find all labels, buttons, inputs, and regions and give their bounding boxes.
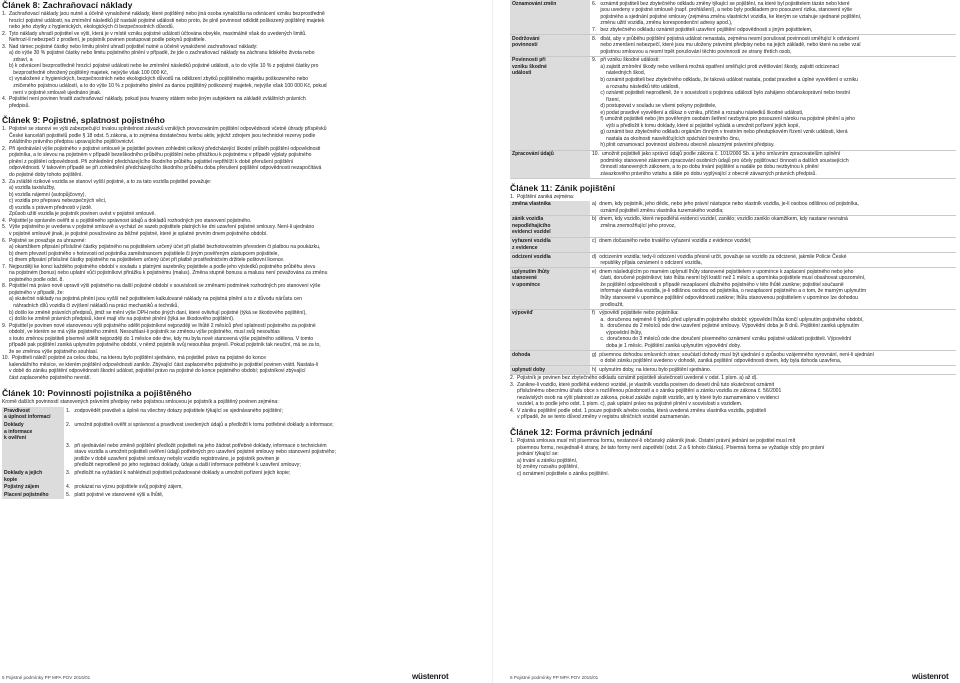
row-label: zánik vozidla nepodléhajícího evidenci vozidel xyxy=(510,215,590,237)
table-row xyxy=(510,309,956,350)
table-row xyxy=(510,237,956,252)
wustenrot-logo: wüstenrot xyxy=(912,672,949,681)
row-label: Pojistný zájem xyxy=(2,484,64,492)
table-row xyxy=(510,366,956,375)
article-11-intro: 1. Pojištění zaniká zejména: xyxy=(510,193,575,200)
article-8-text: 1. Zachraňovací náklady jsou nutně a účelně vynaložené náklady, které pojištěný nebo jiná osoba vynaložila na odvrácení vzniku bezprostředně hrozící pojistné události, na zmírnění následků již nastalé pojistné události nebo proto, že plnil povinnost odklidit poškozený pojištěný majetek nebo jeho zbytky z hygienických, ekologických či bezpečnostních důvodů. 2. Tyto náklady uhradí pojistitel ve výši, která je v místě vzniku pojistné události účtována obvykle, maximálně však do uvedených limitů. Nehrozí-li nebezpečí z prodlení, je pojistník povinen postupovat podle pokynů pojistitele. 3. Nad rámec pojistné částky nebo limitu plnění uhradí pojistitel nutné a účelně vynaložené zachraňovací náklady: a) do výše 30 % pojistné částky nebo limitu pojistného plnění v případě, že jde o zachraňovací náklady na záchranu lidského života nebo zdraví, a b) k odvrácení bezprostředně hrozící pojistné události nebo ke zmírnění následků pojistné události, a to do výše 10 % z pojistné částky pro bezprostředně ohrožený pojištěný majetek, nejvýše však 100 000 Kč, c) vynaložené z hygienických, bezpečnostních nebo ekologických důvodů na odklizení zbytků pojištěného majetku poškozeného nebo zničeného pojistnou událostí, a to do výše 10 % z pojistného plnění za danou pojištěný poškozený majetek, nejvýše však 100 000 Kč, pokud není v pojistné smlouvě ujednáno jinak. 4. Pojistitel není povinen hradit zachraňovací náklady, pokud jsou hrazeny státem nebo jiným subjektem na základě zvláštních právních předpisů. xyxy=(2,11,327,109)
row-label: Doklady a informace k ověření xyxy=(2,421,64,442)
row-text: f) výpovědí pojistitele nebo pojistníka: a. doručenou nejméně 6 týdnů před uplynutím pojistného období; výpovědní lhůta končí uplynutím pojistného období, b. doručenou do 2 měsíců ode dne uzavření pojistné smlouvy. Výpovědní doba je 8 dnů. Pojištění zaniká uplynutím výpovědní lhůty, c. doručenou do 3 měsíců ode dne doručení písemného oznámení vzniku pojistné události pojistiteli. Výpovědní doba je 1 měsíc. Pojištění zaniká uplynutím výpovědní doby. xyxy=(590,309,956,350)
duties-table xyxy=(2,407,476,499)
row-text: b) dnem, kdy vozidlo, které nepodléhá evidenci vozidel, zaniklo; vozidlo zaniklo okamžikem, kdy nastane nevratná změna znemožňující jeho provoz, xyxy=(590,215,956,237)
table-row xyxy=(510,0,956,34)
row-text: g) písemnou dohodou smluvních stran; součástí dohody musí být ujednání o způsobu vzájemného vyrovnání, není-li ujednání o době zániku pojištění uvedeno v dohodě, zaniká pojištění odpovědnosti dnem, kdy byla dohoda uzavřena, xyxy=(590,351,956,366)
row-text: 8. dbát, aby v průběhu pojištění pojistná událost nenastala, zejména nesmí porušovat povinnosti směřující k odvrácení nebo zmenšení nebezpečí, které jsou mu uloženy právními předpisy nebo na jejich základě, nebo které na sebe vzal pojistnou smlouvou a nesmí trpět porušování těchto povinností ze strany třetích osob, xyxy=(590,34,956,56)
row-text: d) odcizením vozidla; tedy-li odcizení vozidla přesné určit, považuje se vozidlo za odcizené, jakmile Policie České republiky přijala oznámení o odcizení vozidla, xyxy=(590,252,956,267)
row-label: Zpracování údajů xyxy=(510,150,590,178)
table-row xyxy=(510,34,956,56)
table-row xyxy=(2,470,476,484)
row-label: výpověď xyxy=(510,309,590,350)
row-label: vyřazení vozidla z evidence xyxy=(510,237,590,252)
heading-article-9: Článek 9: Pojistné, splatnost pojistného xyxy=(2,115,165,126)
heading-article-8: Článek 8: Zachraňovací náklady xyxy=(2,0,133,10)
heading-article-12: Článek 12: Forma právních jednání xyxy=(510,426,653,437)
wustenrot-logo: wüstenrot xyxy=(412,672,449,681)
row-label: Dodržování povinností xyxy=(510,34,590,56)
row-text: 6. oznámit pojistiteli bez zbytečného odkladu změny týkající se pojištění, na které byl pojistitelem tázán nebo které jsou uvedeny v pojistné smlouvě (např. prohlášení), a nebo byly podkladem pro posouzení rizika, stanovení výše pojistného a sjednání pojistné smlouvy (zejména změnu vlastnictví vozidla, ke kterým se vztahuje sjednané pojištění, změnu užití vozidla, změnu korespondenční adresy apod.), 7. bez zbytečného odkladu oznámit pojistiteli uzavření pojištění odpovědnosti s jiným pojistitelem, xyxy=(590,0,956,34)
row-label: dohoda xyxy=(510,351,590,366)
row-label: Doklady a jejich kopie xyxy=(2,470,64,484)
row-text: e) dnem následujícím po marném uplynutí lhůty stanovené pojistitelem v upomínce k zaplacení pojistného nebo jeho části, doručené pojistníkovi; tato lhůta nesmí být kratší než 1 měsíc a upomínka pojistitele musí obsahovat upozornění, že pojištění odpovědnosti v případě nezaplacení dlužného pojistného v této lhůtě zanikne; pojistitel současně informuje vlastníka vozidla, je-li odlišnou osobou od pojistníka, o nezaplacení pojistného a o tom, že marným uplynutím lhůty stanovené v upomínce pojištění odpovědnosti zanikne; lhůtu stanovenou pojistitelem v upomínce lze dohodou prodloužit, xyxy=(590,268,956,309)
table-row xyxy=(510,351,956,366)
row-label: Povinnosti při vzniku škodné události xyxy=(510,56,590,150)
left-page-footer: 5 Pojistné podmínky PP MPA POV 2015/01 xyxy=(2,675,91,680)
row-text: 10. umožnit pojistiteli jako správci údajů podle zákona č. 101/2000 Sb. a jeho smluvním zpracovatelům splnění podmínky stanovené zákonem zpracování osobních údajů pro účely pojišťovací činnosti a dalších souvisejících činností stanovených zákonem, a to po dobu trvání pojištění a nadále po dobu nezbytnou k plnění závazkového právního vztahu a dále po dobu vyplývající z obecně závazných právních předpisů. xyxy=(590,150,956,178)
row-label: Placení pojistného xyxy=(2,492,64,500)
heading-article-10: Článek 10: Povinnosti pojistníka a pojištěného xyxy=(2,387,192,398)
left-page xyxy=(2,0,476,499)
row-label: odcizení vozidla xyxy=(510,252,590,267)
row-text: 3. při sjednávání nebo změně pojištění předložit pojistiteli na jeho žádost potřebné doklady, informace o technickém stavu vozidla a umožnit pojistiteli ověření údajů potřebných pro uzavření pojistné smlouvy nebo stanovení pojistného; jestliže v době uzavření pojistné smlouvy nebylo vozidlo registrováno, je pojistník povinen je předložit neprodleně po jeho registraci doklady, údaje a další informace potřebné k uzavření smlouvy; xyxy=(66,442,336,469)
article-10-intro: Kromě dalších povinností stanovených právními předpisy nebo pojistnou smlouvou je pojistník a pojištěný povinen zejména: xyxy=(2,398,279,405)
row-text: h) uplynutím doby, na kterou bylo pojištění sjednáno. xyxy=(590,366,956,375)
table-row xyxy=(510,56,956,150)
table-row xyxy=(2,442,476,469)
row-label: Pravdivost a úplnost informací xyxy=(2,407,64,421)
page-fold xyxy=(492,0,493,683)
row-text: 3. předložit na vyžádání k nahlédnutí pojistiteli požadované doklady a umožnit pořízení jejich kopie; xyxy=(66,470,291,477)
duties-table-continued xyxy=(510,0,956,179)
right-page-footer: 6 Pojistné podmínky PP MPA POV 2015/01 xyxy=(510,675,599,680)
table-row xyxy=(2,407,476,421)
row-text: c) dnem dočasného nebo trvalého vyřazení vozidla z evidence vozidel; xyxy=(590,237,956,252)
row-text: 1. zodpovědět pravdivě a úplně na všechny dotazy pojistitele týkající se sjednávaného pojištění; xyxy=(66,407,283,414)
article-11-text: 2. Pojistník je povinen bez zbytečného odkladu oznámit pojistiteli skutečnosti uvedené v odst. 1 písm. a) až d). 3. Zanikne-li vozidlo, které podléhá evidenci vozidel, je vlastník vozidla povinen do deseti dnů tuto skutečnost oznámit příslušnému obecnímu úřadu obce s rozšířenou působností a o zániku pojištění a zániku vozidla ze zákona č. 56/2001 nezávislých osob na výši platnosti ze zákona, pokud zakáže zajistit vozidlo, ani ty které bylo zaznamenáno v evidenci vozidel, a to podle jeho odst. 1 písm. c), pak uplatní právo na pojistné plnění v souvislosti s vozidlem. 4. V zániku pojištění podle odst. 1 pouze pojistník a/nebo osoba, která uvedená změnu vlastníka vozidla, pojistiteli v případě, že se tento důvod změny v registru silničních vozidel zaznamenán. xyxy=(510,375,782,421)
table-row xyxy=(510,268,956,309)
table-row xyxy=(2,421,476,442)
table-row xyxy=(510,215,956,237)
table-row xyxy=(510,150,956,178)
right-page xyxy=(510,0,956,477)
heading-article-11: Článek 11: Zánik pojištění xyxy=(510,182,616,193)
row-label: uplynutí doby xyxy=(510,366,590,375)
termination-table xyxy=(510,201,956,376)
table-row xyxy=(2,484,476,492)
row-label: změna vlastníka xyxy=(510,201,590,216)
table-row xyxy=(510,201,956,216)
article-12-text: 1. Pojistná smlouva musí mít písemnou formu, nestanoví-li občanský zákoník jinak. Ostatní právní jednání se pojistitel musí mít písemnou formu, neujednali-li strany, že tato formy není zapotřebí (odst. 2 a 6 tohoto článku). Písemná forma se vyžaduje vždy pro právní jednání týkající se: a) trvání a zániku pojištění, b) změny rozsahu pojištění, c) oznámení pojistitele o zániku pojištění. xyxy=(510,437,825,477)
row-text: 2. umožnit pojistiteli ověřit si správnost a pravdivost uvedených údajů a předložit k tomu potřebné doklady a informace; xyxy=(66,421,334,428)
row-label: Oznamování změn xyxy=(510,0,590,34)
article-9-text: 1. Pojistné se stanoví ve výši zabezpečující trvalou splnitelnost závazků vzniklých provozováním pojištění odpovědnosti včetně úhrady příspěvků České kanceláři pojistitelů podle § 18 odst. 5 zákona, a to zejména dostatečnou tvorbu aktiv, jejichž zdrojem jsou technické rezervy podle zvláštního právního předpisu upravujícího pojišťovnictví. 2. Při sjednávání výše pojistného v pojistné smlouvě je pojistitel povinen zohlednit celkový předcházející škodní průběh pojištění odpovědnosti pojistníka, a to slevou na pojistném v případě bezeškodního průběhu pojištění nebo přirážkou k pojistnému v případě výplaty pojistného plnění z pojištění odpovědnosti. Při zohlednění předcházejícího škodního průběhu pojistitel nepřihlíží k době přerušení pojištění odpovědnosti. V takovém případě se při zohlednění předcházejícího škodního průběhu doba přerušení pojištění odpovědnosti nezapočítává do pojistné doby tohoto pojištění. 3. Za zvláště rizikové vozidla se stanoví vyšší pojistné, a to za tato vozidla pojistitel považuje: a) vozidla taxislužby, b) vozidla nájemní (autopůjčovny), c) vozidla pro přepravu nebezpečných věcí, d) vozidla s právem přednosti v jízdě. Způsob užití vozidla je pojistník povinen uvést v pojistné smlouvě. 4. Pojistitel je oprávněn ověřit si u pojištěného správnost údajů a dokladů rozhodných pro stanovení pojistného. 5. Výše pojistného je uvedena v pojistné smlouvě a vychází ze sazeb pojistitele platných ke dni uzavření pojistné smlouvy. Není-li ujednáno v pojistné smlouvě jinak, je pojistné považováno za běžné pojistné, které je splatné prvním dnem pojistného období. 6. Pojistné se považuje za uhrazené: a) okamžikem připsání příslušné částky pojistného na pojistitelem určený účet při platbě bezhotovostním převodem či platbou na poukázku, b) dnem převzetí pojistného v hotovosti od pojistníka zaměstnancem pojistitele či jiným pověřeným zástupcem pojistitele, c) dnem připsání příslušné částky pojistného na pojistitelem určený účet při platbě prostřednictvím držitele poštovní licence. 7. Nejpozději ke konci každého pojistného období v souladu s platnými sazebníky pojistitele a podle jeho výsledků pojistného průběhu slevu na pojistném (bonus) nebo uplatní vůči pojistníkovi přirážku k pojistnému (malus). Změna stupně bonusu a malusu není považována za změnu pojistného podle odst. 8. 8. Pojistitel má právo nově upravit výši pojistného na další pojistné období v souvislosti se změnami podmínek rozhodných pro stanovení výše pojistného v případě, že: a) skutečné náklady na pojistná plnění jsou vyšší než pojistitelem kalkulované náklady na pojistná plnění a to z důvodu nárůstu cen náhradních dílů vozidla či zvýšení nákladů na práci mechaniků a techniků, b) došlo ke změně právních předpisů, jimiž se mění výše DPH nebo jiných daní, které ovlivňují pojistné (týká se škodového pojištění), c) došlo ke změně právních předpisů, které mají vliv na pojistné plnění (týká se škodového pojištění). 9. Pojistitel je povinen nové stanovenou výši pojistného sdělit pojistníkovi nejpozději ve lhůtě 2 měsíců před splatností pojistného za pojistné období, ve kterém se má výše pojistného změnit. Nesouhlasí-li pojistník se změnou výše pojistného, musí svůj nesouhlas s touto změnou pojistiteli písemně sdělit nejpozději do 1 měsíce ode dne, kdy mu byla nově stanovená výše pojistného sdělena. V tomto případě pak pojištění zaniká uplynutím pojistného období, v němž pojistník svůj nesouhlas projevil. Pokud pojistník tak neučiní, má se za to, že se změnou výše pojistného souhlasí. 10. Pojistiteli náleží pojistné za celou dobu, na kterou bylo pojištění sjednáno, má pojistitel právo na pojistné do konce kalendářního měsíce, ve kterém pojištění odpovědnosti zaniklo. Zbývající část zaplaceného pojistného je pojistitel povinen vrátit. Nastala-li v době do zániku pojištění odpovědnosti škodní událost, pojistitel právo na pojistné do konce pojistného období; pojistníkovi zbývající část zaplaceného pojistného nevrátí. xyxy=(2,126,328,381)
row-text: a) dnem, kdy pojistník, jeho dědic, nebo jeho právní nástupce nebo vlastník vozidla, je-li osobou odlišnou od pojistníka, oznámil pojistiteli změnu vlastníka tuzemského vozidla; xyxy=(590,201,956,216)
row-label xyxy=(2,442,64,469)
row-text: 4. prokázat na výzvu pojistitele svůj pojistný zájem, xyxy=(66,484,183,491)
table-row xyxy=(2,492,476,500)
row-text: 5. platit pojistné ve stanovené výši a lhůtě, xyxy=(66,492,164,499)
row-text: 9. při vzniku škodné události: a) zajistit zmírnění škody nebo veškerá možná opatření směřující proti zvětšování škody, zajistit odcizenací následných škod, b) oznámit pojistiteli bez zbytečného odkladu, že taková událost nastala, podat pravdivé a úplné vysvětlení o vzniku a rozsahu následků této události, c) oznámit pojistiteli neprodleně, že v souvislosti s pojistnou událostí bylo zahájeno občanskoprávní nebo trestní řízení, d) postupovat v souladu se všemi pokyny pojistitele, e) podat pravdivé vysvětlení a důkaz o vzniku, příčině a rozsahu následků škodné události, f) umožnit pojistiteli nebo jím pověřeným osobám šetření nezbytná pro posouzení nároku na pojistné plnění a jeho výši a předložit k tomu doklady, které si pojistitel vyžádá a umožnit pořízení jejich kopií, g) oznámit bez zbytečného odkladu orgánům činným v trestním nebo přestupkovém řízení vznik události, která nastala za okolnosti nasvědčujících spáchání trestního činu, h) plnit oznamovací povinnost uloženou obecně závaznými právními předpisy. xyxy=(590,56,956,150)
row-label: uplynutím lhůty stanovené v upomínce xyxy=(510,268,590,309)
table-row xyxy=(510,252,956,267)
